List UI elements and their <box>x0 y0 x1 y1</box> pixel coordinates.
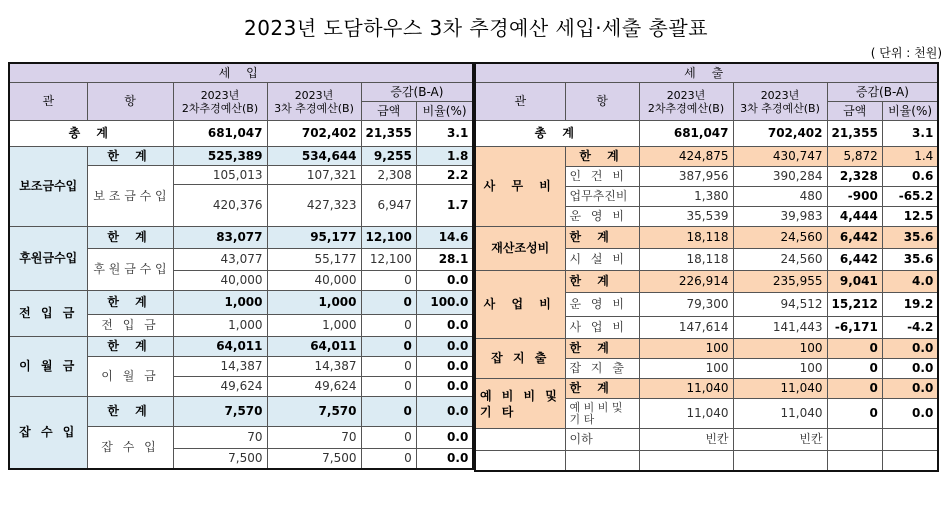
expense-g2-name: 재산조성비 <box>475 227 565 271</box>
income-total-row <box>9 121 473 147</box>
expense-g3-sum-b: 235,955 <box>733 271 827 293</box>
income-header-row <box>9 63 473 83</box>
expense-g4-r1-r: 0.0 <box>882 359 938 379</box>
income-col-rate: 비율(%) <box>416 102 473 121</box>
page-title: 2023년 도담하우스 3차 추경예산 세입·세출 총괄표 <box>243 16 709 40</box>
expense-g1-sum-r: 1.4 <box>882 147 938 167</box>
expense-g2-sum-row <box>475 227 938 249</box>
income-total-a: 681,047 <box>173 121 267 147</box>
income-g3-r1-b: 1,000 <box>267 315 361 337</box>
income-g1-sum-d: 9,255 <box>361 147 416 166</box>
expense-blank-1 <box>475 451 565 471</box>
income-g3-name: 전 입 금 <box>9 291 87 337</box>
income-g2-sum-a: 83,077 <box>173 227 267 249</box>
income-g1-sum-row <box>9 147 473 166</box>
income-g4-r2-b: 49,624 <box>267 377 361 397</box>
expense-total-r: 3.1 <box>882 121 938 147</box>
income-g3-r1-r: 0.0 <box>416 315 473 337</box>
income-g3-sum-label: 한 계 <box>87 291 173 315</box>
income-g4-sum-d: 0 <box>361 337 416 357</box>
income-header: 세 입 <box>9 63 473 83</box>
expense-g5-name: 예 비 비 및 기 타 <box>475 379 565 429</box>
expense-g1-r1-d: 2,328 <box>827 167 882 187</box>
expense-g5-sum-d: 0 <box>827 379 882 399</box>
income-g5-r2-a: 7,500 <box>173 449 267 469</box>
expense-g3-r2-d: -6,171 <box>827 317 882 339</box>
expense-g2-sum-label: 한 계 <box>565 227 639 249</box>
income-g3-sum-d: 0 <box>361 291 416 315</box>
income-g5-r1-d: 0 <box>361 427 416 449</box>
income-g1-sum-label: 한 계 <box>87 147 173 166</box>
income-g5-r2-r: 0.0 <box>416 449 473 469</box>
expense-g4-sum-a: 100 <box>639 339 733 359</box>
income-g5-r1-a: 70 <box>173 427 267 449</box>
expense-g5-r1-d: 0 <box>827 399 882 429</box>
expense-g1-r2-a: 1,380 <box>639 187 733 207</box>
expense-g3-r2-h: 사 업 비 <box>565 317 639 339</box>
income-g2-sum-row <box>9 227 473 249</box>
expense-g3-sum-r: 4.0 <box>882 271 938 293</box>
expense-colhead-row1 <box>475 83 938 102</box>
expense-last-row <box>475 429 938 451</box>
income-g4-r2-a: 49,624 <box>173 377 267 397</box>
expense-total-a: 681,047 <box>639 121 733 147</box>
expense-g3-r1-a: 79,300 <box>639 293 733 317</box>
income-g5-r1-b: 70 <box>267 427 361 449</box>
income-col-hang: 항 <box>87 83 173 121</box>
income-g5-sum-label: 한 계 <box>87 397 173 427</box>
income-g1-r1-d: 2,308 <box>361 166 416 185</box>
income-g1-r1-b: 107,321 <box>267 166 361 185</box>
income-g1-r2-a: 420,376 <box>173 185 267 227</box>
expense-g5-sum-b: 11,040 <box>733 379 827 399</box>
expense-blank-5 <box>827 451 882 471</box>
income-g4-r1-b: 14,387 <box>267 357 361 377</box>
expense-col-b2: 2023년 3차 추경예산(B) <box>733 83 827 121</box>
expense-g5-sum-row <box>475 379 938 399</box>
income-col-b2: 2023년 3차 추경예산(B) <box>267 83 361 121</box>
expense-g1-r1-h: 인 건 비 <box>565 167 639 187</box>
expense-g3-sum-d: 9,041 <box>827 271 882 293</box>
income-g2-sum-b: 95,177 <box>267 227 361 249</box>
income-g4-r2-d: 0 <box>361 377 416 397</box>
expense-blank-6 <box>882 451 938 471</box>
income-g4-r1-a: 14,387 <box>173 357 267 377</box>
income-g1-name: 보조금수입 <box>9 147 87 227</box>
expense-g5-sum-r: 0.0 <box>882 379 938 399</box>
income-g5-name: 잡 수 입 <box>9 397 87 469</box>
income-total-d: 21,355 <box>361 121 416 147</box>
expense-col-gwan: 관 <box>475 83 565 121</box>
expense-g1-sum-row <box>475 147 938 167</box>
income-col-gwan: 관 <box>9 83 87 121</box>
income-g2-r2-a: 40,000 <box>173 271 267 291</box>
expense-g4-sum-r: 0.0 <box>882 339 938 359</box>
income-g1-r2-r: 1.7 <box>416 185 473 227</box>
income-g2-r1-b: 55,177 <box>267 249 361 271</box>
income-g1-sum-b: 534,644 <box>267 147 361 166</box>
income-g2-sub: 후 원 금 수 입 <box>87 249 173 291</box>
expense-table <box>474 62 939 472</box>
expense-g5-sum-label: 한 계 <box>565 379 639 399</box>
expense-g1-sum-d: 5,872 <box>827 147 882 167</box>
income-g2-sum-r: 14.6 <box>416 227 473 249</box>
income-g1-r2-b: 427,323 <box>267 185 361 227</box>
income-g4-name: 이 월 금 <box>9 337 87 397</box>
expense-header: 세 출 <box>475 63 938 83</box>
expense-g3-r1-d: 15,212 <box>827 293 882 317</box>
expense-last-b: 빈칸 <box>733 429 827 451</box>
expense-g4-r1-d: 0 <box>827 359 882 379</box>
expense-g4-sum-row <box>475 339 938 359</box>
income-total-label: 총 계 <box>9 121 173 147</box>
expense-g2-sum-d: 6,442 <box>827 227 882 249</box>
expense-g1-r2-b: 480 <box>733 187 827 207</box>
income-g1-sum-r: 1.8 <box>416 147 473 166</box>
expense-g3-r1-b: 94,512 <box>733 293 827 317</box>
income-g2-r1-r: 28.1 <box>416 249 473 271</box>
expense-g3-r2-r: -4.2 <box>882 317 938 339</box>
expense-g1-r1-b: 390,284 <box>733 167 827 187</box>
income-g2-r1-d: 12,100 <box>361 249 416 271</box>
expense-col-diff: 증감(B-A) <box>827 83 938 102</box>
income-total-r: 3.1 <box>416 121 473 147</box>
expense-g4-sum-label: 한 계 <box>565 339 639 359</box>
unit-note: ( 단위 : 천원) <box>870 46 942 60</box>
income-g1-sub: 보 조 금 수 입 <box>87 166 173 227</box>
income-g2-r2-b: 40,000 <box>267 271 361 291</box>
income-g5-r2-d: 0 <box>361 449 416 469</box>
expense-g2-r1-r: 35.6 <box>882 249 938 271</box>
expense-blank-3 <box>639 451 733 471</box>
expense-g1-r3-b: 39,983 <box>733 207 827 227</box>
expense-g1-sum-b: 430,747 <box>733 147 827 167</box>
income-g4-sum-b: 64,011 <box>267 337 361 357</box>
expense-g3-sum-a: 226,914 <box>639 271 733 293</box>
expense-last-a: 빈칸 <box>639 429 733 451</box>
expense-g2-r1-h: 시 설 비 <box>565 249 639 271</box>
expense-total-row <box>475 121 938 147</box>
expense-g1-r3-d: 4,444 <box>827 207 882 227</box>
income-g5-sum-d: 0 <box>361 397 416 427</box>
income-g5-r1-r: 0.0 <box>416 427 473 449</box>
expense-g5-r1-h: 예 비 비 및 기 타 <box>565 399 639 429</box>
expense-g3-name: 사 업 비 <box>475 271 565 339</box>
income-g3-sum-row <box>9 291 473 315</box>
income-g3-sum-a: 1,000 <box>173 291 267 315</box>
expense-g5-sum-a: 11,040 <box>639 379 733 399</box>
income-g3-sum-r: 100.0 <box>416 291 473 315</box>
income-g5-sum-r: 0.0 <box>416 397 473 427</box>
expense-g4-sum-b: 100 <box>733 339 827 359</box>
expense-last-r <box>882 429 938 451</box>
expense-header-row <box>475 63 938 83</box>
expense-g1-name: 사 무 비 <box>475 147 565 227</box>
expense-g4-r1-b: 100 <box>733 359 827 379</box>
expense-g4-name: 잡 지 출 <box>475 339 565 379</box>
income-colhead-row1 <box>9 83 473 102</box>
income-total-b: 702,402 <box>267 121 361 147</box>
expense-g1-sum-a: 424,875 <box>639 147 733 167</box>
expense-col-b1: 2023년 2차추경예산(B) <box>639 83 733 121</box>
expense-g4-r1-a: 100 <box>639 359 733 379</box>
income-g1-r1-r: 2.2 <box>416 166 473 185</box>
expense-g1-r1-a: 387,956 <box>639 167 733 187</box>
income-g4-sub: 이 월 금 <box>87 357 173 397</box>
expense-g2-r1-b: 24,560 <box>733 249 827 271</box>
income-col-diff: 증감(B-A) <box>361 83 473 102</box>
income-col-b1: 2023년 2차추경예산(B) <box>173 83 267 121</box>
expense-g1-r1-r: 0.6 <box>882 167 938 187</box>
income-g2-r2-d: 0 <box>361 271 416 291</box>
expense-g4-sum-d: 0 <box>827 339 882 359</box>
expense-g2-r1-a: 18,118 <box>639 249 733 271</box>
expense-col-rate: 비율(%) <box>882 102 938 121</box>
expense-g2-sum-b: 24,560 <box>733 227 827 249</box>
expense-g3-r2-b: 141,443 <box>733 317 827 339</box>
expense-g2-sum-r: 35.6 <box>882 227 938 249</box>
expense-total-b: 702,402 <box>733 121 827 147</box>
income-g2-r2-r: 0.0 <box>416 271 473 291</box>
income-g4-sum-a: 64,011 <box>173 337 267 357</box>
income-g4-sum-r: 0.0 <box>416 337 473 357</box>
income-g1-r1-a: 105,013 <box>173 166 267 185</box>
expense-g1-r3-h: 운 영 비 <box>565 207 639 227</box>
expense-g2-sum-a: 18,118 <box>639 227 733 249</box>
income-g5-sub: 잡 수 입 <box>87 427 173 469</box>
expense-last-d <box>827 429 882 451</box>
income-g4-r2-r: 0.0 <box>416 377 473 397</box>
income-g5-sum-a: 7,570 <box>173 397 267 427</box>
expense-g5-r1-b: 11,040 <box>733 399 827 429</box>
expense-g3-r1-h: 운 영 비 <box>565 293 639 317</box>
expense-g3-sum-label: 한 계 <box>565 271 639 293</box>
income-g3-sum-b: 1,000 <box>267 291 361 315</box>
income-g5-r2-b: 7,500 <box>267 449 361 469</box>
expense-g2-r1-d: 6,442 <box>827 249 882 271</box>
income-g4-r1-d: 0 <box>361 357 416 377</box>
income-g5-sum-b: 7,570 <box>267 397 361 427</box>
income-g5-sum-row <box>9 397 473 427</box>
expense-g1-r3-a: 35,539 <box>639 207 733 227</box>
income-g3-r1-d: 0 <box>361 315 416 337</box>
income-g4-r1-r: 0.0 <box>416 357 473 377</box>
income-g4-sum-label: 한 계 <box>87 337 173 357</box>
expense-col-amt: 금액 <box>827 102 882 121</box>
income-g2-sum-d: 12,100 <box>361 227 416 249</box>
expense-g3-sum-row <box>475 271 938 293</box>
expense-g1-r2-h: 업무추진비 <box>565 187 639 207</box>
income-table <box>8 62 474 470</box>
income-g3-sub: 전 입 금 <box>87 315 173 337</box>
expense-last-gwan <box>475 429 565 451</box>
income-g1-r2-d: 6,947 <box>361 185 416 227</box>
expense-blank-2 <box>565 451 639 471</box>
expense-g4-r1-h: 잡 지 출 <box>565 359 639 379</box>
expense-blank-4 <box>733 451 827 471</box>
income-g3-r1-a: 1,000 <box>173 315 267 337</box>
expense-col-hang: 항 <box>565 83 639 121</box>
expense-g5-r1-r: 0.0 <box>882 399 938 429</box>
income-g4-sum-row <box>9 337 473 357</box>
income-g2-r1-a: 43,077 <box>173 249 267 271</box>
expense-total-d: 21,355 <box>827 121 882 147</box>
expense-g3-r1-r: 19.2 <box>882 293 938 317</box>
expense-g5-r1-a: 11,040 <box>639 399 733 429</box>
expense-last-h: 이하 <box>565 429 639 451</box>
income-col-amt: 금액 <box>361 102 416 121</box>
expense-g1-sum-label: 한 계 <box>565 147 639 167</box>
expense-total-label: 총 계 <box>475 121 639 147</box>
income-g2-name: 후원금수입 <box>9 227 87 291</box>
expense-blank-row <box>475 451 938 471</box>
income-g2-sum-label: 한 계 <box>87 227 173 249</box>
expense-g1-r2-r: -65.2 <box>882 187 938 207</box>
expense-g1-r2-d: -900 <box>827 187 882 207</box>
expense-g1-r3-r: 12.5 <box>882 207 938 227</box>
expense-g3-r2-a: 147,614 <box>639 317 733 339</box>
income-g1-sum-a: 525,389 <box>173 147 267 166</box>
